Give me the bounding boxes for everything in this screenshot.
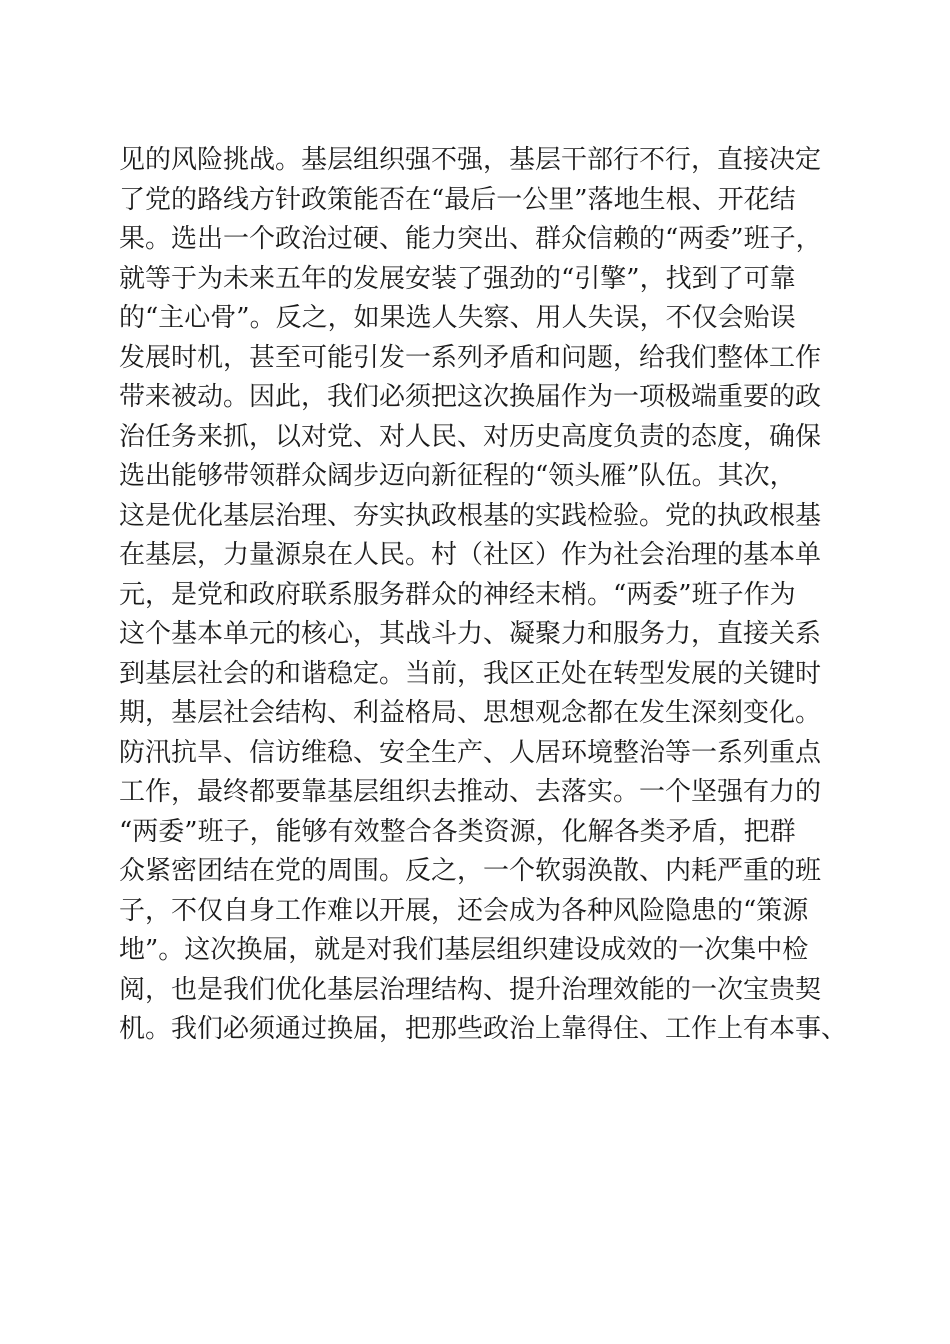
text-line: 的“主心骨”。反之，如果选人失察、用人失误，不仅会贻误 xyxy=(119,303,796,333)
text-line: 工作，最终都要靠基层组织去推动、去落实。一个坚强有力的 xyxy=(119,777,822,807)
text-line: 到基层社会的和谐稳定。当前，我区正处在转型发展的关键时 xyxy=(119,658,822,689)
text-line: 在基层，力量源泉在人民。村（社区）作为社会治理的基本单 xyxy=(119,540,822,570)
text-line: 阅，也是我们优化基层治理结构、提升治理效能的一次宝贵契 xyxy=(119,974,822,1005)
text-line: 子，不仅自身工作难以开展，还会成为各种风险隐患的“策源 xyxy=(119,895,809,926)
text-line: 选出能够带领群众阔步迈向新征程的“领头雁”队伍。其次， xyxy=(119,461,796,491)
text-line: 了党的路线方针政策能否在“最后一公里”落地生根、开花结 xyxy=(119,184,796,215)
text-line: 期，基层社会结构、利益格局、思想观念都在发生深刻变化。 xyxy=(119,698,822,728)
text-line: 元，是党和政府联系服务群众的神经末梢。“两委”班子作为 xyxy=(119,579,796,610)
text-line: 这个基本单元的核心，其战斗力、凝聚力和服务力，直接关系 xyxy=(119,619,822,649)
text-line: 带来被动。因此，我们必须把这次换届作为一项极端重要的政 xyxy=(119,382,822,412)
text-line: 机。我们必须通过换届，把那些政治上靠得住、工作上有本事、 xyxy=(119,1014,848,1044)
text-line: 众紧密团结在党的周围。反之，一个软弱涣散、内耗严重的班 xyxy=(119,856,822,886)
text-line: 见的风险挑战。基层组织强不强，基层干部行不行，直接决定 xyxy=(119,145,822,175)
text-line: 治任务来抓，以对党、对人民、对历史高度负责的态度，确保 xyxy=(119,421,822,452)
text-line: “两委”班子，能够有效整合各类资源，化解各类矛盾，把群 xyxy=(119,816,796,847)
text-line: 防汛抗旱、信访维稳、安全生产、人居环境整治等一系列重点 xyxy=(119,737,822,768)
text-line: 果。选出一个政治过硬、能力突出、群众信赖的“两委”班子， xyxy=(119,224,822,254)
body-text xyxy=(119,141,859,1050)
text-line: 这是优化基层治理、夯实执政根基的实践检验。党的执政根基 xyxy=(119,500,822,531)
text-line: 发展时机，甚至可能引发一系列矛盾和问题，给我们整体工作 xyxy=(119,342,822,373)
text-line: 就等于为未来五年的发展安装了强劲的“引擎”，找到了可靠 xyxy=(119,263,796,294)
text-line: 地”。这次换届，就是对我们基层组织建设成效的一次集中检 xyxy=(119,935,809,965)
